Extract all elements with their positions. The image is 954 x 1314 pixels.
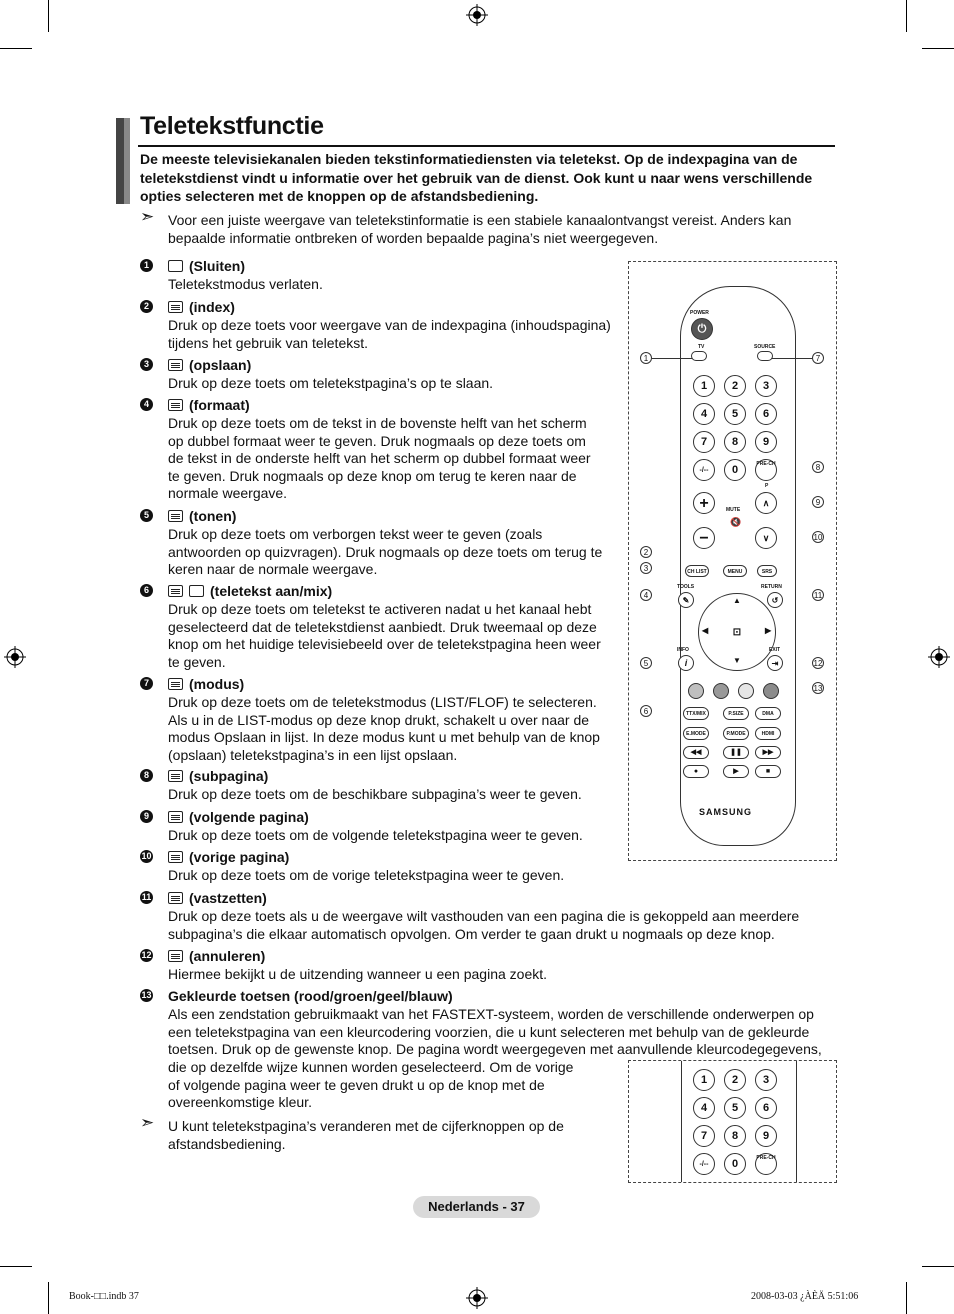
digit-button: 4 [693,403,715,425]
teletext-mix-icon [189,585,204,597]
crop-mark [922,48,954,49]
p-label: P [765,483,769,489]
pause-icon: ❚❚ [723,746,749,759]
source-button [757,351,773,361]
digit-button: 3 [755,1069,777,1091]
item-description: Druk op deze toets om verborgen tekst weer te geven (zoals antwoorden op quizvragen). Druk nogmaals op deze toets om terug te keren naar de normale weergave. [168,526,603,577]
item-description-continued: die op dezelfde wijze kunnen worden geselecteerd. Om de vorige of volgende pagina weer te geven drukt u op de knop met de overeenkomstige kleur. [168,1059,574,1110]
play-icon: ▶ [723,765,749,778]
item-number: 1 [140,259,153,272]
remote-keypad-figure [628,1060,837,1183]
record-icon: ● [683,765,709,778]
item-number: 7 [140,677,153,690]
registration-mark-icon [466,4,488,26]
digit-button: 6 [755,1097,777,1119]
arrow-down-icon: ▼ [733,656,741,665]
callout-marker: 1 [640,352,652,364]
item-number: 5 [140,509,153,522]
digit-button: 7 [693,1125,715,1147]
note-number-buttons: U kunt teletekstpagina’s veranderen met de cijferknoppen op de afstandsbediening. [168,1118,564,1152]
store-icon [168,359,183,371]
item-label: (index) [189,299,235,315]
crop-mark [48,0,49,32]
digit-button: 2 [724,1069,746,1091]
srs-button: SRS [757,565,777,577]
e-mode-button: E.MODE [683,727,709,740]
intro-paragraph: De meeste televisiekanalen bieden tekstinformatiediensten via teletekst. Op de indexpagina van de teletekstdienst vindt u informatie over het gebruik van de dienst. Ook kunt u naar wens verschillende opties selecteren met de knoppen op de afstandsbediening. [140,151,813,204]
dash-button: -/-- [693,459,715,481]
note-arrow-icon: ➣ [140,207,155,226]
item-description: Druk op deze toets als u de weergave wilt vasthouden van een pagina die is gekoppeld aan meerdere subpagina’s die elkaar automatisch opvolgen. Om verder te gaan drukt u nogmaals op deze knop. [168,908,800,942]
callout-marker: 3 [640,562,652,574]
menu-button: MENU [723,565,747,577]
stop-icon: ■ [755,765,781,778]
item-number: 2 [140,300,153,313]
arrow-left-icon: ◀ [702,626,709,635]
mode-icon [168,678,183,690]
crop-mark [922,1266,954,1267]
power-button: ⏻ [691,318,713,340]
digit-button: 3 [755,375,777,397]
return-label: RETURN [761,584,782,590]
yellow-color-button [738,683,754,699]
print-footer-left: Book-□□.indb 37 [69,1291,139,1302]
p-size-button: P.SIZE [723,707,749,720]
registration-mark-icon [928,646,950,668]
digit-button: 2 [724,375,746,397]
green-color-button [713,683,729,699]
item-description: Als een zendstation gebruikmaakt van het FASTEXT-systeem, worden de verschillende onderwerpen op een teletekstpagina van een kleurcodering voorzien, die u kunt selecteren met behulp van de gekleurde toetsen. Druk op de gewenste knop. De pagina wordt weergegeven met aanvullende kleurcodegegevens, [168,1006,822,1057]
crop-mark [0,48,32,49]
callout-marker: 13 [813,684,823,693]
item-description: Teletekstmodus verlaten. [168,276,323,292]
item-label: Gekleurde toetsen (rood/groen/geel/blauw) [168,988,453,1004]
return-icon: ↺ [767,592,783,608]
dma-button: DMA [755,707,781,720]
item-number: 12 [141,950,152,960]
close-icon [168,260,183,272]
item-label: (Sluiten) [189,258,245,274]
item-number: 13 [141,990,152,1000]
channel-down-icon: ∨ [755,527,777,549]
brand-logo: SAMSUNG [699,807,753,817]
cancel-icon [168,950,183,962]
item-number: 3 [140,358,153,371]
rewind-icon: ◀◀ [683,746,709,759]
registration-mark-icon [466,1287,488,1309]
digit-button: 7 [693,431,715,453]
ttx-mix-button: TTX/MIX [683,707,709,720]
tools-icon: ✎ [678,592,694,608]
item-label: (vorige pagina) [189,849,290,865]
callout-line [772,358,812,359]
prech-button: PRE-CH [755,1153,777,1175]
volume-down-icon: − [693,527,715,549]
callout-marker: 9 [812,496,824,508]
digit-button: 0 [724,1153,746,1175]
sub-page-icon [168,770,183,782]
title-underline [138,145,835,147]
item-number: 4 [140,398,153,411]
item-label: (modus) [189,676,245,692]
channel-up-icon: ∧ [755,492,777,514]
item-description: Druk op deze toets om de beschikbare subpagina’s weer te geven. [168,786,582,802]
digit-button: 1 [693,1069,715,1091]
exit-icon: ⇥ [767,655,783,671]
blue-color-button [763,683,779,699]
item-label: (annuleren) [189,948,266,964]
info-label: INFO [677,647,689,653]
red-color-button [688,683,704,699]
item-label: (opslaan) [189,357,252,373]
item-label: (teletekst aan/mix) [210,583,333,599]
digit-button: 9 [755,1125,777,1147]
prech-button: PRE-CH [755,459,777,481]
mute-label: MUTE [726,507,741,513]
volume-up-icon: + [693,492,715,514]
print-footer-right: 2008-03-03 ¿ÀÈÄ 5:51:06 [751,1291,859,1302]
digit-button: 9 [755,431,777,453]
digit-button: 6 [755,403,777,425]
item-description: Druk op deze toets voor weergave van de indexpagina (inhoudspagina) tijdens het gebruik van teletekst. [168,317,611,351]
teletext-on-icon [168,585,183,597]
digit-button: 1 [693,375,715,397]
page-number-badge: Nederlands - 37 [413,1196,540,1218]
index-icon [168,301,183,313]
callout-marker: 11 [813,591,823,600]
crop-mark [0,1266,32,1267]
digit-button: 8 [724,431,746,453]
p-mode-button: P.MODE [723,727,749,740]
power-label: POWER [690,310,709,316]
page-title: Teletekstfunctie [140,112,324,140]
callout-marker: 10 [813,533,823,542]
reveal-icon [168,510,183,522]
digit-button: 5 [724,403,746,425]
dash-button: -/-- [693,1153,715,1175]
hold-icon [168,892,183,904]
remote-control-illustration [677,286,796,846]
ch-list-button: CH LIST [685,565,709,577]
info-icon: i [678,655,694,671]
callout-line [652,358,692,359]
size-icon [168,399,183,411]
item-description: Hiermee bekijkt u de uitzending wanneer u een pagina zoekt. [168,966,548,982]
crop-mark [906,0,907,32]
item-description: Druk op deze toets om de teletekstmodus (LIST/FLOF) te selecteren. Als u in de LIST-modus op deze knop drukt, schakelt u over naar de modus Opslaan in lijst. In deze modus kunt u met behulp van de knop (opslaan) teletekstpagina’s in een lijst opslaan. [168,694,600,763]
crop-mark [906,1282,907,1314]
item-label: (formaat) [189,397,250,413]
item-number: 11 [141,892,152,902]
callout-marker: 4 [640,589,652,601]
item-label: (tonen) [189,508,237,524]
digit-button: 5 [724,1097,746,1119]
exit-label: EXIT [769,647,781,653]
callout-marker: 6 [640,705,652,717]
navigation-pad-icon: ⊡ [698,593,776,671]
mute-icon: 🔇 [730,517,742,527]
next-page-icon [168,811,183,823]
crop-mark [48,1282,49,1314]
item-number: 9 [140,810,153,823]
hdmi-button: HDMI [755,727,781,740]
callout-marker: 7 [812,352,824,364]
callout-marker: 5 [640,657,652,669]
arrow-up-icon: ▲ [733,596,741,605]
item-description: Druk op deze toets om de vorige teletekstpagina weer te geven. [168,867,565,883]
callout-marker: 12 [813,659,823,668]
title-accent-bar [124,118,130,204]
tools-label: TOOLS [677,584,695,590]
item-description: Druk op deze toets om teletekst te activeren nadat u het kanaal hebt geselecteerd dat de teletekstdienst aanbiedt. Druk tweemaal op deze knop om het huidige televisiebeeld over de teletekstpagina heen weer te geven. [168,601,601,670]
item-number: 10 [141,851,152,861]
item-description: Druk op deze toets om de volgende teletekstpagina weer te geven. [168,827,583,843]
digit-button: 8 [724,1125,746,1147]
arrow-right-icon: ▶ [765,626,772,635]
item-number: 6 [140,584,153,597]
digit-button: 4 [693,1097,715,1119]
callout-marker: 8 [812,461,824,473]
item-description: Druk op deze toets om de tekst in de bovenste helft van het scherm op dubbel formaat weer te geven. Druk nogmaals op deze toets om de tekst in de onderste helft van het scherm op dubbel formaat weer te geven. Druk nogmaals op deze knop om terug te keren naar de normale weergave. [168,415,591,501]
item-label: (vastzetten) [189,890,267,906]
note-arrow-icon: ➣ [140,1113,155,1132]
registration-mark-icon [4,646,26,668]
digit-button: 0 [724,459,746,481]
source-label: SOURCE [754,344,776,350]
tv-button [691,351,707,361]
callout-marker: 2 [640,546,652,558]
tv-label: TV [698,344,705,350]
item-number: 8 [140,769,153,782]
note-reception: Voor een juiste weergave van teletekstinformatie is een stabiele kanaalontvangst vereist. Anders kan bepaalde informatie ontbreken of worden bepaalde pagina’s niet weergegeven. [168,212,792,246]
previous-page-icon [168,851,183,863]
item-label: (volgende pagina) [189,809,309,825]
item-description: Druk op deze toets om teletekstpagina’s op te slaan. [168,375,494,391]
item-label: (subpagina) [189,768,269,784]
fast-forward-icon: ▶▶ [755,746,781,759]
